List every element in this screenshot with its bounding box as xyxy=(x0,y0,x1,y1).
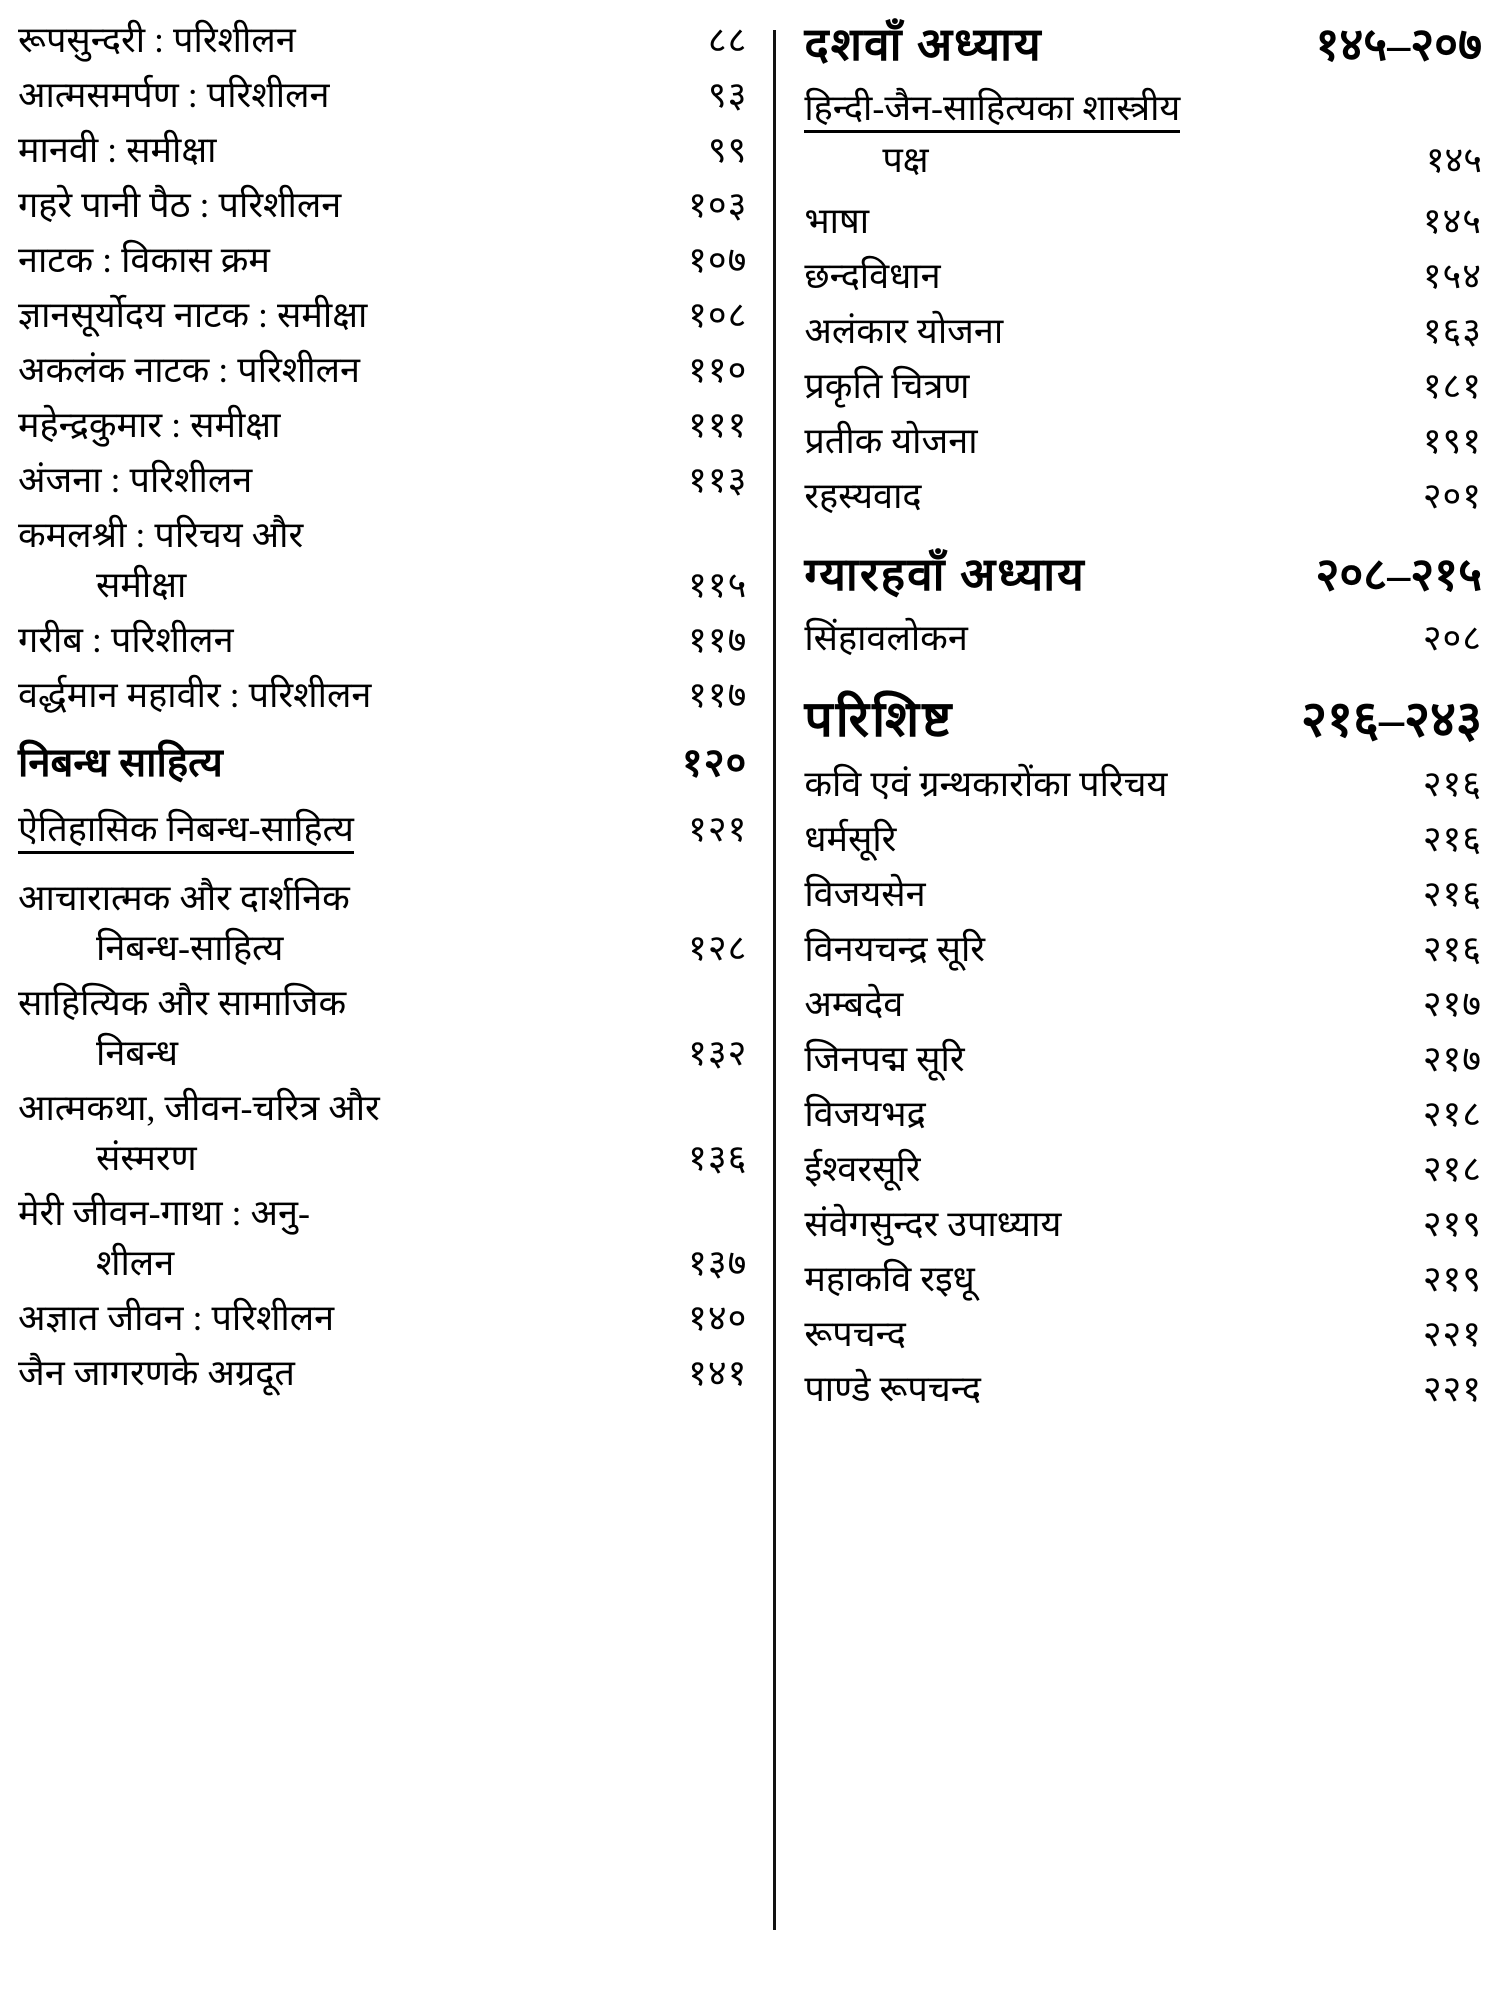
toc-entry-page: २१८ xyxy=(1422,1093,1482,1134)
toc-entry xyxy=(18,1195,747,1231)
toc-entry xyxy=(18,462,747,498)
toc-entry-title: मेरी जीवन-गाथा : अनु- xyxy=(18,1193,310,1233)
toc-entry-page: २१९ xyxy=(1422,1203,1482,1244)
toc-entry-title: जिनपद्म सूरि xyxy=(804,1038,965,1079)
toc-entry xyxy=(18,1140,747,1176)
toc-entry-title: संस्मरण xyxy=(96,1138,197,1178)
toc-entry-page: ११५ xyxy=(688,565,748,605)
toc-entry-title: अलंकार योजना xyxy=(804,310,1004,351)
toc-entry-title: भाषा xyxy=(804,200,870,241)
toc-entry xyxy=(18,622,747,658)
toc-entry-page: १४५ xyxy=(1422,200,1482,241)
toc-entry-page: २२१ xyxy=(1422,1368,1482,1409)
toc-entry-page: २१७ xyxy=(1422,983,1482,1024)
toc-entry xyxy=(804,1313,1482,1354)
toc-entry xyxy=(804,475,1482,516)
toc-entry xyxy=(18,985,747,1021)
toc-entry-title: आत्मकथा, जीवन-चरित्र और xyxy=(18,1088,380,1128)
chapter-ten-label: दशवाँ अध्याय xyxy=(804,19,1043,70)
chapter-ten-range: १४५–२०७ xyxy=(1315,19,1482,70)
chapter-ten-subheading-second-line xyxy=(804,134,1482,183)
toc-entry xyxy=(804,420,1482,461)
toc-entry-page: १८१ xyxy=(1422,365,1482,406)
toc-entry xyxy=(18,880,747,916)
toc-entry xyxy=(804,1368,1482,1409)
appendix-heading xyxy=(804,690,1482,747)
toc-entry-page: २०८ xyxy=(1422,617,1482,658)
chapter-eleven-range: २०८–२१५ xyxy=(1315,548,1482,600)
toc-entry-page: ८८ xyxy=(707,20,748,60)
toc-entry xyxy=(18,407,747,443)
toc-entry-title: धर्मसूरि xyxy=(804,818,897,859)
toc-subsection-heading xyxy=(18,811,747,854)
toc-entry xyxy=(18,930,747,966)
appendix-label: परिशिष्ट xyxy=(804,690,955,747)
toc-entry-title: निबन्ध-साहित्य xyxy=(96,928,284,968)
toc-entry-page: २०१ xyxy=(1422,475,1482,516)
toc-entry xyxy=(804,1038,1482,1079)
toc-entry xyxy=(804,763,1482,804)
toc-entry xyxy=(804,983,1482,1024)
toc-entry-title: समीक्षा xyxy=(96,565,187,605)
toc-entry xyxy=(18,132,747,168)
chapter-ten-subheading-text: हिन्दी-जैन-साहित्यका शास्त्रीय xyxy=(804,88,1180,133)
toc-entry-page: २१६ xyxy=(1422,928,1482,969)
toc-entry-title: प्रकृति चित्रण xyxy=(804,365,970,406)
toc-entry-page: १०७ xyxy=(688,240,748,280)
toc-entry-title: संवेगसुन्दर उपाध्याय xyxy=(804,1203,1062,1244)
toc-entry-page: १११ xyxy=(688,405,748,445)
toc-entry xyxy=(804,818,1482,859)
chapter-ten-heading xyxy=(804,19,1482,70)
toc-entry-page: १०८ xyxy=(688,295,748,335)
toc-entry xyxy=(18,1035,747,1071)
toc-entry xyxy=(804,1203,1482,1244)
toc-entry xyxy=(18,77,747,113)
toc-entry-page: २१९ xyxy=(1422,1258,1482,1299)
toc-entry-title: नाटक : विकास क्रम xyxy=(18,240,270,280)
toc-entry xyxy=(804,873,1482,914)
toc-entry-page: ११७ xyxy=(688,675,748,715)
toc-entry-title: वर्द्धमान महावीर : परिशीलन xyxy=(18,675,372,715)
toc-entry xyxy=(804,1258,1482,1299)
toc-entry xyxy=(18,1090,747,1126)
toc-entry-title: जैन जागरणके अग्रदूत xyxy=(18,1353,295,1393)
toc-entry-title: आत्मसमर्पण : परिशीलन xyxy=(18,75,330,115)
appendix-range: २१६–२४३ xyxy=(1301,690,1482,747)
toc-entry-title: कमलश्री : परिचय और xyxy=(18,515,304,555)
toc-entry xyxy=(18,297,747,333)
toc-entry xyxy=(18,517,747,553)
toc-entry xyxy=(804,365,1482,406)
toc-entry-title: ज्ञानसूर्योदय नाटक : समीक्षा xyxy=(18,295,368,335)
toc-entry-page: १३७ xyxy=(688,1243,748,1283)
toc-entry-page: १३६ xyxy=(688,1138,748,1178)
toc-entry-title: विजयभद्र xyxy=(804,1093,926,1134)
toc-entry xyxy=(804,310,1482,351)
toc-entry xyxy=(804,1148,1482,1189)
toc-entry-page: २१८ xyxy=(1422,1148,1482,1189)
toc-entry-page: ११३ xyxy=(688,460,748,500)
toc-entry xyxy=(804,928,1482,969)
toc-entry xyxy=(18,567,747,603)
chapter-ten-subheading xyxy=(804,90,1482,128)
chapter-ten-subheading-word: पक्ष xyxy=(882,139,929,180)
toc-entry-page: १५४ xyxy=(1422,255,1482,296)
toc-entry-page: २१६ xyxy=(1422,763,1482,804)
toc-entry-title: अम्बदेव xyxy=(804,983,904,1024)
toc-entry-title: निबन्ध xyxy=(96,1033,178,1073)
toc-entry-title: गरीब : परिशीलन xyxy=(18,620,234,660)
toc-subsection-title: ऐतिहासिक निबन्ध-साहित्य xyxy=(18,811,354,854)
toc-entry xyxy=(804,200,1482,241)
toc-entry-title: प्रतीक योजना xyxy=(804,420,978,461)
toc-entry-title: रूपचन्द xyxy=(804,1313,906,1354)
toc-entry-title: शीलन xyxy=(96,1243,175,1283)
toc-entry-title: विनयचन्द्र सूरि xyxy=(804,928,986,969)
toc-entry xyxy=(18,352,747,388)
toc-entry-page: ९९ xyxy=(707,130,748,170)
toc-entry-page: ११७ xyxy=(688,620,748,660)
chapter-eleven-heading xyxy=(804,548,1482,600)
toc-entry xyxy=(18,22,747,58)
toc-section-title: निबन्ध साहित्य xyxy=(18,740,223,785)
toc-entry-title: विजयसेन xyxy=(804,873,926,914)
toc-section-heading xyxy=(18,740,748,785)
toc-entry xyxy=(18,1355,747,1391)
toc-entry xyxy=(804,1093,1482,1134)
toc-entry-page: १०३ xyxy=(688,185,748,225)
toc-entry-title: रहस्यवाद xyxy=(804,475,922,516)
toc-entry-title: मानवी : समीक्षा xyxy=(18,130,217,170)
toc-entry xyxy=(18,677,747,713)
toc-entry-page: १२८ xyxy=(688,928,748,968)
toc-entry-page: ९३ xyxy=(707,75,748,115)
toc-entry-page: १४१ xyxy=(688,1353,748,1393)
toc-entry-title: अंजना : परिशीलन xyxy=(18,460,253,500)
toc-entry-title: आचारात्मक और दार्शनिक xyxy=(18,878,350,918)
toc-entry xyxy=(18,1245,747,1281)
toc-entry-page: २२१ xyxy=(1422,1313,1482,1354)
toc-entry-page: २१६ xyxy=(1422,873,1482,914)
toc-entry-page: १३२ xyxy=(688,1033,748,1073)
toc-entry xyxy=(804,255,1482,296)
toc-subsection-page: १२१ xyxy=(688,809,748,849)
toc-entry-title: महाकवि रइधू xyxy=(804,1258,975,1299)
toc-entry-title: साहित्यिक और सामाजिक xyxy=(18,983,347,1023)
toc-entry xyxy=(18,187,747,223)
toc-section-page: १२० xyxy=(681,740,748,785)
toc-right-column xyxy=(776,19,1482,1990)
toc-entry-page: १६३ xyxy=(1422,310,1482,351)
toc-entry-title: सिंहावलोकन xyxy=(804,617,968,658)
chapter-ten-subheading-page: १४५ xyxy=(1425,139,1482,180)
toc-entry-page: २१७ xyxy=(1422,1038,1482,1079)
toc-entry-page: २१६ xyxy=(1422,818,1482,859)
toc-left-column xyxy=(18,22,773,1990)
toc-entry-title: ईश्वरसूरि xyxy=(804,1148,921,1189)
toc-entry xyxy=(804,617,1482,658)
toc-entry-title: पाण्डे रूपचन्द xyxy=(804,1368,981,1409)
toc-entry-title: गहरे पानी पैठ : परिशीलन xyxy=(18,185,342,225)
toc-entry-title: रूपसुन्दरी : परिशीलन xyxy=(18,20,296,60)
toc-entry-title: छन्दविधान xyxy=(804,255,941,296)
toc-entry-title: कवि एवं ग्रन्थकारोंका परिचय xyxy=(804,763,1168,804)
toc-entry-title: महेन्द्रकुमार : समीक्षा xyxy=(18,405,281,445)
toc-entry xyxy=(18,242,747,278)
toc-entry-page: ११० xyxy=(688,350,748,390)
toc-entry-page: १४० xyxy=(688,1298,748,1338)
toc-entry-title: अज्ञात जीवन : परिशीलन xyxy=(18,1298,335,1338)
toc-entry-page: १९१ xyxy=(1422,420,1482,461)
chapter-eleven-label: ग्यारहवाँ अध्याय xyxy=(804,548,1086,600)
toc-entry-title: अकलंक नाटक : परिशीलन xyxy=(18,350,360,390)
toc-entry xyxy=(18,1300,747,1336)
